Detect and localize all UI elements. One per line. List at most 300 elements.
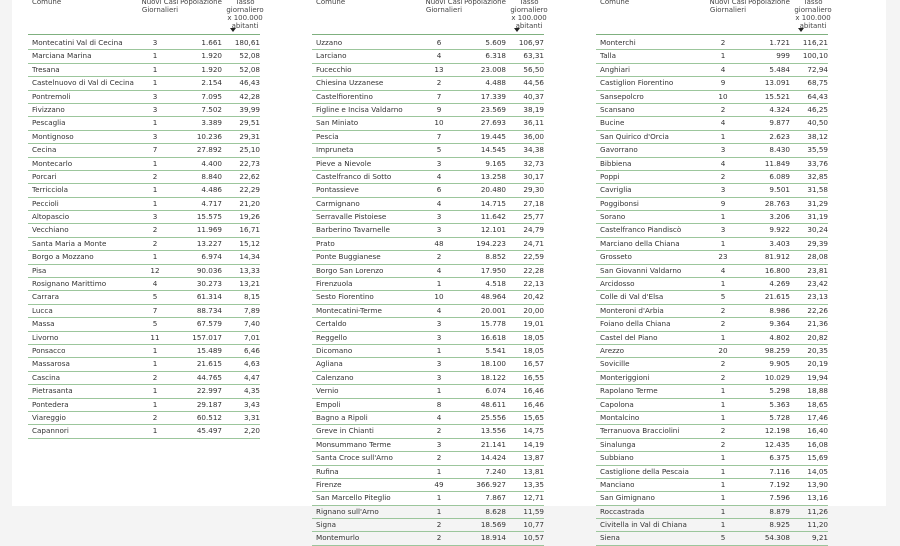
cell-comune: Tresana [32, 64, 60, 74]
table-row [28, 131, 260, 144]
cell-comune: Ponsacco [32, 345, 66, 355]
cell-nuovi-casi: 10 [434, 118, 444, 128]
table-row [28, 171, 260, 184]
cell-comune: Larciano [316, 51, 347, 61]
table-row [596, 385, 828, 398]
cell-nuovi-casi: 4 [436, 265, 442, 275]
cell-nuovi-casi: 1 [152, 64, 158, 74]
cell-tasso: 18,88 [807, 386, 828, 396]
cell-popolazione: 6.318 [485, 51, 506, 61]
cell-popolazione: 81.912 [764, 252, 790, 262]
cell-tasso: 9,21 [811, 533, 828, 543]
cell-comune: Bucine [600, 118, 625, 128]
table-row [596, 412, 828, 425]
table-row [312, 278, 544, 291]
cell-nuovi-casi: 2 [720, 372, 726, 382]
cell-nuovi-casi: 7 [436, 91, 442, 101]
cell-popolazione: 9.165 [485, 158, 506, 168]
cell-popolazione: 11.642 [480, 212, 506, 222]
cell-popolazione: 10.029 [764, 372, 790, 382]
cell-popolazione: 8.840 [201, 171, 222, 181]
cell-popolazione: 60.512 [196, 412, 222, 422]
cell-comune: Foiano della Chiana [600, 319, 671, 329]
table-row [596, 278, 828, 291]
cell-comune: Lucca [32, 305, 53, 315]
cell-nuovi-casi: 4 [720, 64, 726, 74]
cell-comune: Rufina [316, 466, 339, 476]
table-row [28, 224, 260, 237]
cell-tasso: 23,13 [807, 292, 828, 302]
cell-tasso: 40,50 [807, 118, 828, 128]
cell-comune: Greve in Chianti [316, 426, 374, 436]
cell-nuovi-casi: 6 [436, 185, 442, 195]
table-row [312, 64, 544, 77]
table-row [596, 479, 828, 492]
cell-comune: Monsummano Terme [316, 439, 391, 449]
cell-popolazione: 1.920 [201, 51, 222, 61]
cell-tasso: 20,82 [807, 332, 828, 342]
table-row [28, 412, 260, 425]
table-row [596, 506, 828, 519]
cell-nuovi-casi: 3 [720, 225, 726, 235]
cell-comune: Sinalunga [600, 439, 636, 449]
cell-comune: Montecatini Val di Cecina [32, 38, 123, 47]
cell-tasso: 24,71 [523, 238, 544, 248]
cell-comune: Certaldo [316, 319, 347, 329]
cell-tasso: 39,99 [239, 104, 260, 114]
cell-tasso: 13,33 [239, 265, 260, 275]
cell-comune: Cecina [32, 145, 57, 155]
cell-popolazione: 1.920 [201, 64, 222, 74]
table-row [596, 77, 828, 90]
cell-tasso: 21,36 [807, 319, 828, 329]
header-comune: Comune [32, 0, 62, 6]
cell-nuovi-casi: 1 [152, 118, 158, 128]
cell-tasso: 64,43 [807, 91, 828, 101]
cell-popolazione: 8.628 [485, 506, 506, 516]
table-row [312, 318, 544, 331]
cell-popolazione: 10.236 [196, 131, 222, 141]
cell-tasso: 23,81 [807, 265, 828, 275]
cell-comune: Terranuova Bracciolini [600, 426, 680, 436]
cell-tasso: 16,55 [523, 372, 544, 382]
cell-tasso: 6,46 [243, 345, 260, 355]
table-row [312, 385, 544, 398]
cell-nuovi-casi: 1 [720, 386, 726, 396]
cell-nuovi-casi: 1 [720, 520, 726, 530]
cell-tasso: 19,94 [807, 372, 828, 382]
table-row [312, 224, 544, 237]
cell-tasso: 16,40 [807, 426, 828, 436]
cell-popolazione: 21.141 [480, 439, 506, 449]
cell-popolazione: 12.101 [480, 225, 506, 235]
cell-nuovi-casi: 1 [720, 493, 726, 503]
cell-nuovi-casi: 4 [152, 279, 158, 289]
cell-nuovi-casi: 2 [436, 252, 442, 262]
cell-nuovi-casi: 3 [436, 225, 442, 235]
cell-popolazione: 14.715 [480, 198, 506, 208]
cell-popolazione: 19.445 [480, 131, 506, 141]
cell-popolazione: 18.569 [480, 520, 506, 530]
cell-comune: Castiglione della Pescaia [600, 466, 689, 476]
cell-popolazione: 90.036 [196, 265, 222, 275]
cell-nuovi-casi: 1 [720, 412, 726, 422]
table-header [28, 0, 264, 35]
cell-popolazione: 4.717 [201, 198, 222, 208]
cell-tasso: 106,97 [518, 38, 544, 47]
table-row [312, 251, 544, 264]
cell-comune: Chiesina Uzzanese [316, 78, 384, 88]
cell-tasso: 8,15 [243, 292, 260, 302]
cell-nuovi-casi: 9 [436, 104, 442, 114]
table-row [28, 50, 260, 63]
cell-nuovi-casi: 7 [152, 145, 158, 155]
header-tasso: Tasso giornaliero x 100.000 abitanti [794, 0, 832, 30]
cell-comune: Santa Croce sull'Arno [316, 453, 393, 463]
cell-comune: Castiglion Fiorentino [600, 78, 674, 88]
cell-popolazione: 12.198 [764, 426, 790, 436]
cell-tasso: 22,73 [239, 158, 260, 168]
cell-tasso: 13,16 [807, 493, 828, 503]
cell-tasso: 4,47 [243, 372, 260, 382]
cell-comune: Pontassieve [316, 185, 359, 195]
cell-comune: Castelnuovo di Val di Cecina [32, 78, 134, 88]
cell-popolazione: 48.611 [480, 399, 506, 409]
table-row [312, 358, 544, 371]
cell-comune: Pescia [316, 131, 339, 141]
cell-nuovi-casi: 2 [720, 359, 726, 369]
cell-popolazione: 27.693 [480, 118, 506, 128]
cell-popolazione: 5.728 [769, 412, 790, 422]
cell-comune: Porcari [32, 171, 57, 181]
cell-popolazione: 11.849 [764, 158, 790, 168]
cell-popolazione: 28.763 [764, 198, 790, 208]
table-row [596, 425, 828, 438]
table-row [596, 104, 828, 117]
cell-popolazione: 9.905 [769, 359, 790, 369]
cell-popolazione: 8.430 [769, 145, 790, 155]
cell-popolazione: 5.609 [485, 38, 506, 47]
table-row [596, 291, 828, 304]
cell-popolazione: 1.661 [201, 38, 222, 47]
cell-comune: Pisa [32, 265, 47, 275]
table-row [312, 466, 544, 479]
sort-descending-icon[interactable] [514, 28, 520, 32]
cell-popolazione: 7.095 [201, 91, 222, 101]
cell-popolazione: 20.480 [480, 185, 506, 195]
table-row [596, 318, 828, 331]
table-row [312, 211, 544, 224]
cell-nuovi-casi: 2 [152, 372, 158, 382]
cell-nuovi-casi: 2 [436, 520, 442, 530]
cell-popolazione: 2.154 [201, 78, 222, 88]
cell-nuovi-casi: 2 [152, 225, 158, 235]
cell-nuovi-casi: 4 [436, 412, 442, 422]
table-row [312, 291, 544, 304]
cell-popolazione: 13.227 [196, 238, 222, 248]
cell-tasso: 11,20 [807, 520, 828, 530]
cell-nuovi-casi: 2 [720, 305, 726, 315]
cell-comune: Borgo a Mozzano [32, 252, 94, 262]
cell-popolazione: 16.800 [764, 265, 790, 275]
cell-tasso: 28,08 [807, 252, 828, 262]
table-header [596, 0, 832, 35]
cell-popolazione: 2.623 [769, 131, 790, 141]
cell-comune: Firenzuola [316, 279, 353, 289]
cell-popolazione: 23.008 [480, 64, 506, 74]
cell-comune: San Marcello Piteglio [316, 493, 391, 503]
cell-nuovi-casi: 2 [152, 171, 158, 181]
cell-tasso: 16,08 [807, 439, 828, 449]
cell-comune: Montignoso [32, 131, 74, 141]
table-row [596, 332, 828, 345]
cell-popolazione: 5.363 [769, 399, 790, 409]
table-row [312, 50, 544, 63]
cell-comune: Impruneta [316, 145, 354, 155]
cell-comune: Monteriggioni [600, 372, 650, 382]
cell-popolazione: 18.914 [480, 533, 506, 543]
cell-tasso: 22,26 [807, 305, 828, 315]
cell-popolazione: 4.400 [201, 158, 222, 168]
cell-nuovi-casi: 7 [152, 305, 158, 315]
cell-popolazione: 13.258 [480, 171, 506, 181]
cell-popolazione: 9.877 [769, 118, 790, 128]
table-row [596, 532, 828, 545]
cell-popolazione: 7.116 [769, 466, 790, 476]
cell-comune: Bagno a Ripoli [316, 412, 368, 422]
cell-tasso: 10,77 [523, 520, 544, 530]
cell-nuovi-casi: 1 [436, 279, 442, 289]
cell-comune: Vecchiano [32, 225, 69, 235]
cell-nuovi-casi: 1 [720, 212, 726, 222]
table-row [596, 265, 828, 278]
cell-nuovi-casi: 1 [436, 345, 442, 355]
table-row [312, 399, 544, 412]
cell-tasso: 68,75 [807, 78, 828, 88]
cell-comune: Bibbiena [600, 158, 632, 168]
header-popolazione: Popolazione [180, 0, 222, 6]
cell-nuovi-casi: 4 [436, 51, 442, 61]
cell-comune: Sansepolcro [600, 91, 644, 101]
cell-popolazione: 5.298 [769, 386, 790, 396]
cell-popolazione: 12.435 [764, 439, 790, 449]
table-row [596, 37, 828, 50]
header-tasso: Tasso giornaliero x 100.000 abitanti [510, 0, 548, 30]
cell-popolazione: 67.579 [196, 319, 222, 329]
cell-comune: Anghiari [600, 64, 630, 74]
cell-popolazione: 18.122 [480, 372, 506, 382]
cell-tasso: 42,28 [239, 91, 260, 101]
cell-nuovi-casi: 4 [720, 118, 726, 128]
cell-tasso: 17,46 [807, 412, 828, 422]
cell-comune: Siena [600, 533, 620, 543]
cell-nuovi-casi: 1 [720, 466, 726, 476]
cell-comune: Livorno [32, 332, 59, 342]
cell-popolazione: 98.259 [764, 345, 790, 355]
cell-comune: Peccioli [32, 198, 59, 208]
cell-tasso: 15,12 [239, 238, 260, 248]
cell-nuovi-casi: 5 [152, 292, 158, 302]
cell-comune: Arezzo [600, 345, 625, 355]
cell-comune: Marciano della Chiana [600, 238, 680, 248]
cell-popolazione: 13.556 [480, 426, 506, 436]
cell-tasso: 20,00 [523, 305, 544, 315]
cell-tasso: 40,37 [523, 91, 544, 101]
cell-comune: Sorano [600, 212, 626, 222]
cell-comune: Pescaglia [32, 118, 66, 128]
table-row [28, 117, 260, 130]
cell-comune: San Giovanni Valdarno [600, 265, 682, 275]
cell-popolazione: 6.974 [201, 252, 222, 262]
cell-tasso: 13,35 [523, 479, 544, 489]
cell-tasso: 20,19 [807, 359, 828, 369]
cell-nuovi-casi: 1 [720, 131, 726, 141]
cell-popolazione: 999 [776, 51, 790, 61]
cell-popolazione: 21.615 [764, 292, 790, 302]
cell-popolazione: 9.364 [769, 319, 790, 329]
cell-nuovi-casi: 1 [720, 279, 726, 289]
sort-descending-icon[interactable] [230, 28, 236, 32]
cell-nuovi-casi: 48 [434, 238, 444, 248]
cell-nuovi-casi: 5 [152, 319, 158, 329]
cell-popolazione: 15.778 [480, 319, 506, 329]
cell-popolazione: 3.389 [201, 118, 222, 128]
cell-nuovi-casi: 3 [152, 212, 158, 222]
cell-tasso: 29,39 [807, 238, 828, 248]
cell-tasso: 4,35 [243, 386, 260, 396]
header-comune: Comune [316, 0, 346, 6]
table-row [28, 332, 260, 345]
cell-tasso: 56,50 [523, 64, 544, 74]
cell-nuovi-casi: 2 [436, 426, 442, 436]
cell-tasso: 25,10 [239, 145, 260, 155]
table-row [596, 158, 828, 171]
cell-nuovi-casi: 2 [720, 171, 726, 181]
cell-popolazione: 16.618 [480, 332, 506, 342]
cell-tasso: 14,19 [523, 439, 544, 449]
table-row [312, 91, 544, 104]
table-row [28, 345, 260, 358]
table-row [312, 37, 544, 50]
cell-nuovi-casi: 1 [720, 399, 726, 409]
sort-descending-icon[interactable] [798, 28, 804, 32]
cell-comune: Capannori [32, 426, 69, 436]
cell-nuovi-casi: 49 [434, 479, 444, 489]
cell-tasso: 27,18 [523, 198, 544, 208]
cell-nuovi-casi: 1 [720, 332, 726, 342]
table-row [312, 439, 544, 452]
cell-tasso: 19,01 [523, 319, 544, 329]
cell-comune: Prato [316, 238, 335, 248]
cell-nuovi-casi: 2 [720, 426, 726, 436]
cell-tasso: 31,19 [807, 212, 828, 222]
table-header [312, 0, 548, 35]
cell-tasso: 15,65 [523, 412, 544, 422]
cell-tasso: 13,87 [523, 453, 544, 463]
cell-comune: Sovicille [600, 359, 630, 369]
cell-nuovi-casi: 1 [152, 185, 158, 195]
cell-tasso: 2,20 [243, 426, 260, 436]
cell-popolazione: 17.950 [480, 265, 506, 275]
header-nuovi-casi: Nuovi Casi Giornalieri [425, 0, 463, 14]
table-row [596, 171, 828, 184]
cell-nuovi-casi: 3 [152, 91, 158, 101]
header-popolazione: Popolazione [464, 0, 506, 6]
cell-comune: Montecatini-Terme [316, 305, 382, 315]
table-row [596, 64, 828, 77]
table-row [596, 305, 828, 318]
table-row [596, 372, 828, 385]
cell-comune: Monterchi [600, 38, 636, 47]
cell-popolazione: 4.269 [769, 279, 790, 289]
cell-popolazione: 20.001 [480, 305, 506, 315]
cell-tasso: 63,31 [523, 51, 544, 61]
cell-tasso: 11,26 [807, 506, 828, 516]
table-row [596, 198, 828, 211]
cell-popolazione: 4.324 [769, 104, 790, 114]
cell-tasso: 16,71 [239, 225, 260, 235]
cell-comune: San Miniato [316, 118, 359, 128]
cell-comune: Carrara [32, 292, 59, 302]
cell-nuovi-casi: 11 [150, 332, 160, 342]
cell-tasso: 13,90 [807, 479, 828, 489]
cell-tasso: 22,62 [239, 171, 260, 181]
cell-tasso: 29,30 [523, 185, 544, 195]
cell-nuovi-casi: 2 [436, 453, 442, 463]
cell-popolazione: 9.501 [769, 185, 790, 195]
cell-nuovi-casi: 1 [720, 238, 726, 248]
cell-tasso: 25,77 [523, 212, 544, 222]
table-row [596, 452, 828, 465]
table-body [28, 37, 260, 439]
cell-popolazione: 15.575 [196, 212, 222, 222]
cell-nuovi-casi: 23 [718, 252, 728, 262]
cell-nuovi-casi: 1 [720, 51, 726, 61]
cell-nuovi-casi: 1 [152, 386, 158, 396]
cell-tasso: 33,76 [807, 158, 828, 168]
cell-nuovi-casi: 3 [152, 38, 158, 47]
cell-nuovi-casi: 3 [436, 372, 442, 382]
cell-nuovi-casi: 4 [436, 198, 442, 208]
cell-tasso: 180,61 [234, 38, 260, 47]
cell-comune: Borgo San Lorenzo [316, 265, 384, 275]
cell-nuovi-casi: 4 [720, 158, 726, 168]
cell-tasso: 16,57 [523, 359, 544, 369]
cell-tasso: 14,75 [523, 426, 544, 436]
cell-comune: Calenzano [316, 372, 354, 382]
table-row [596, 238, 828, 251]
cell-popolazione: 13.091 [764, 78, 790, 88]
table-row [312, 184, 544, 197]
cell-nuovi-casi: 20 [718, 345, 728, 355]
cell-comune: Uzzano [316, 38, 343, 47]
cell-popolazione: 157.017 [192, 332, 222, 342]
table-row [28, 425, 260, 438]
cell-comune: Viareggio [32, 412, 66, 422]
cell-popolazione: 4.518 [485, 279, 506, 289]
table-row [312, 532, 544, 545]
cell-tasso: 38,12 [807, 131, 828, 141]
cell-comune: Pietrasanta [32, 386, 73, 396]
cell-nuovi-casi: 3 [436, 319, 442, 329]
table-row [312, 144, 544, 157]
cell-comune: Pontremoli [32, 91, 71, 101]
table-row [596, 50, 828, 63]
cell-comune: Grosseto [600, 252, 632, 262]
cell-tasso: 32,73 [523, 158, 544, 168]
cell-nuovi-casi: 1 [152, 51, 158, 61]
cell-nuovi-casi: 10 [434, 292, 444, 302]
